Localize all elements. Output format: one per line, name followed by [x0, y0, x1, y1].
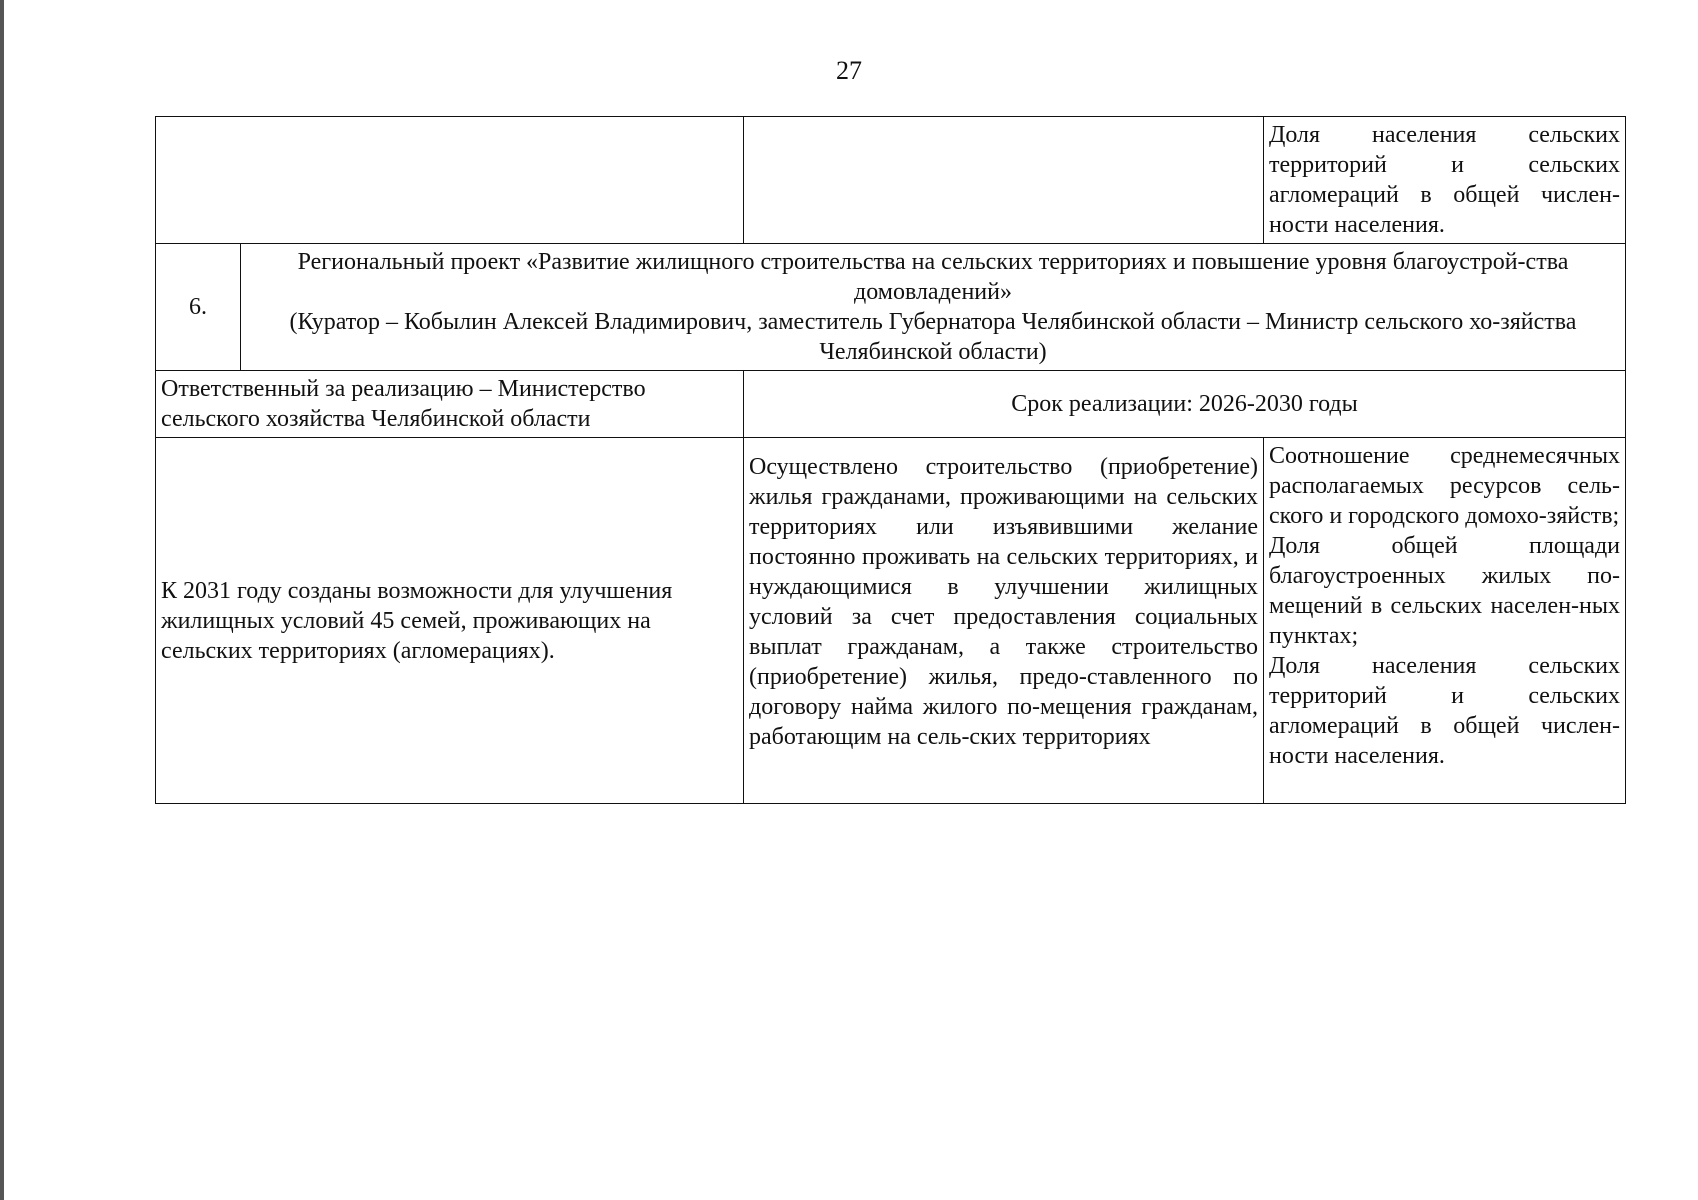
indicator-item: Доля населения сельских территорий и сельских агломераций в общей числен-ности населения. — [1269, 653, 1620, 769]
indicator-item: Доля общей площади благоустроенных жилых по-мещений в сельских населен-ных пунктах; — [1269, 533, 1620, 649]
table-row-task — [156, 438, 1626, 804]
indicators-cell — [1264, 438, 1626, 804]
term-cell — [744, 371, 1626, 438]
table-row-continuation — [156, 117, 1626, 244]
goal-cell — [156, 438, 744, 804]
empty-cell-goal — [156, 117, 744, 244]
term-label: Срок реализации: 2026-2030 годы — [1011, 391, 1358, 417]
result-text: Осуществлено строительство (приобретение) жилья гражданами, проживающими на сельских территориях или изъявившими желание постоянно проживать на сельских территориях, и нуждающимися в улучшении жилищных условий за счет предоставления социальных выплат гражданам, а также строительство (приобретение) жилья, предо-ставленного по договору найма жилого по-мещения гражданам, работающим на сель-ских территориях — [749, 454, 1258, 750]
project-title: Региональный проект «Развитие жилищного строительства на сельских территориях и повышение уровня благоустрой-ства домовладений» — [297, 249, 1569, 305]
page-number: 27 — [836, 56, 862, 85]
scan-edge — [0, 0, 4, 1200]
table-row-project — [156, 244, 1626, 371]
project-number-cell — [156, 244, 241, 371]
indicator-item: Соотношение среднемесячных располагаемых ресурсов сель-ского и городского домохо-зяйств; — [1269, 443, 1620, 529]
project-curator: (Куратор – Кобылин Алексей Владимирович, заместитель Губернатора Челябинской области – Министр сельского хо-зяйства Челябинской области) — [289, 309, 1577, 365]
indicator-text: Доля населения сельских территорий и сельских агломераций в общей числен-ности населения. — [1269, 122, 1620, 238]
project-number: 6. — [189, 294, 207, 320]
goal-text: К 2031 году созданы возможности для улучшения жилищных условий 45 семей, проживающих на сельских территориях (агломерациях). — [161, 577, 673, 664]
empty-cell-result — [744, 117, 1264, 244]
indicator-cell — [1264, 117, 1626, 244]
responsible-cell — [156, 371, 744, 438]
table-row-responsible — [156, 371, 1626, 438]
responsible-label: Ответственный за реализацию – Министерство сельского хозяйства Челябинской области — [161, 376, 646, 432]
result-cell — [744, 438, 1264, 804]
project-title-cell — [241, 244, 1626, 371]
program-table — [155, 116, 1626, 804]
